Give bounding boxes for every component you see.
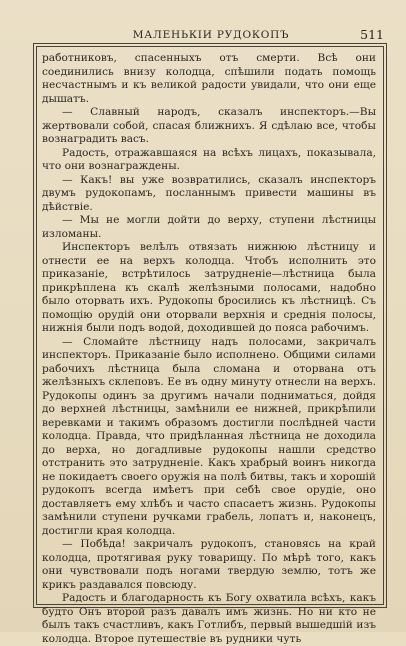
running-title: МАЛЕНЬКІИ РУДОКОПЪ (132, 29, 290, 41)
paragraph-1: работниковъ, спасенныхъ отъ смерти. Всѣ они соединились внизу колодца, спѣшили подать помощь несчастнымъ и къ великой радости увидали, что они еще дышатъ. (42, 52, 376, 105)
paragraph-2: — Славный народъ, сказалъ инспекторъ.—Вы жертвовали собой, спасая ближнихъ. Я сдѣлаю все, чтобы вознаградить васъ. (42, 106, 376, 145)
paragraph-9: Радость и благодарность къ Богу охватила всѣхъ, какъ будто Онъ второй разъ давалъ имъ жизнь. Но ни кто не былъ такъ счастливъ, какъ Готлибъ, первый вышедшій изъ колодца. Второе путешествіе въ рудники чуть (42, 592, 376, 645)
body-text (42, 52, 376, 646)
running-header (38, 26, 384, 46)
paragraph-8: — Побѣда! закричалъ рудокопъ, становясь на край колодца, протягивая руку товарищу. По мѣрѣ того, какъ они чувствовали подъ ногами твердую землю, тотъ же крикъ раздавался повсюду. (42, 538, 376, 591)
page-number: 511 (360, 27, 384, 42)
paragraph-7: — Сломайте лѣстницу надъ полосами, закричалъ инспекторъ. Приказаніе было исполнено. Общими силами рабочихъ лѣстница была сломана и оторвана отъ желѣзныхъ склеповъ. Ее въ одну минуту отнесли на верхъ. Рудокопы одинъ за другимъ начали подниматься, дойдя до верхней лѣстницы, замѣнили ее нижней, прикрѣпили веревками и такимъ образомъ достигли послѣдней части колодца. Правда, что придѣланная лѣстница не доходила до верха, но догадливые рудокопы нашли средство отстранить это затрудненіе. Какъ храбрый воинъ никогда не покидаетъ своего оружія на полѣ битвы, такъ и хорошій рудокопъ всегда имѣетъ при себѣ свое орудіе, оно доставляетъ ему хлѣбъ и часто спасаетъ жизнь. Рудокопы замѣнили ступени ручками грабель, лопатъ и, наконецъ, достигли края колодца. (42, 335, 376, 537)
paragraph-6: Инспекторъ велѣлъ отвязать нижнюю лѣстницу и отнести ее на верхъ колодца. Чтобъ исполнить это приказаніе, встрѣтилось затрудненіе—лѣстница была прикрѣплена къ скалѣ желѣзными полосами, надобно было оторвать ихъ. Рудокопы бросились къ лѣстницѣ. Съ помощію орудій они оторвали верхнія и среднія полосы, нижнія были подъ водой, доходившей до пояса рабочимъ. (42, 241, 376, 334)
paragraph-4: — Какъ! вы уже возвратились, сказалъ инспекторъ двумъ рудокопамъ, посланнымъ привести машины въ дѣйствіе. (42, 173, 376, 213)
paragraph-5: — Мы не могли дойти до верху, ступени лѣстницы изломаны. (42, 214, 376, 240)
paragraph-3: Радость, отражавшаяся на всѣхъ лицахъ, показывала, что они вознаграждены. (42, 146, 376, 172)
